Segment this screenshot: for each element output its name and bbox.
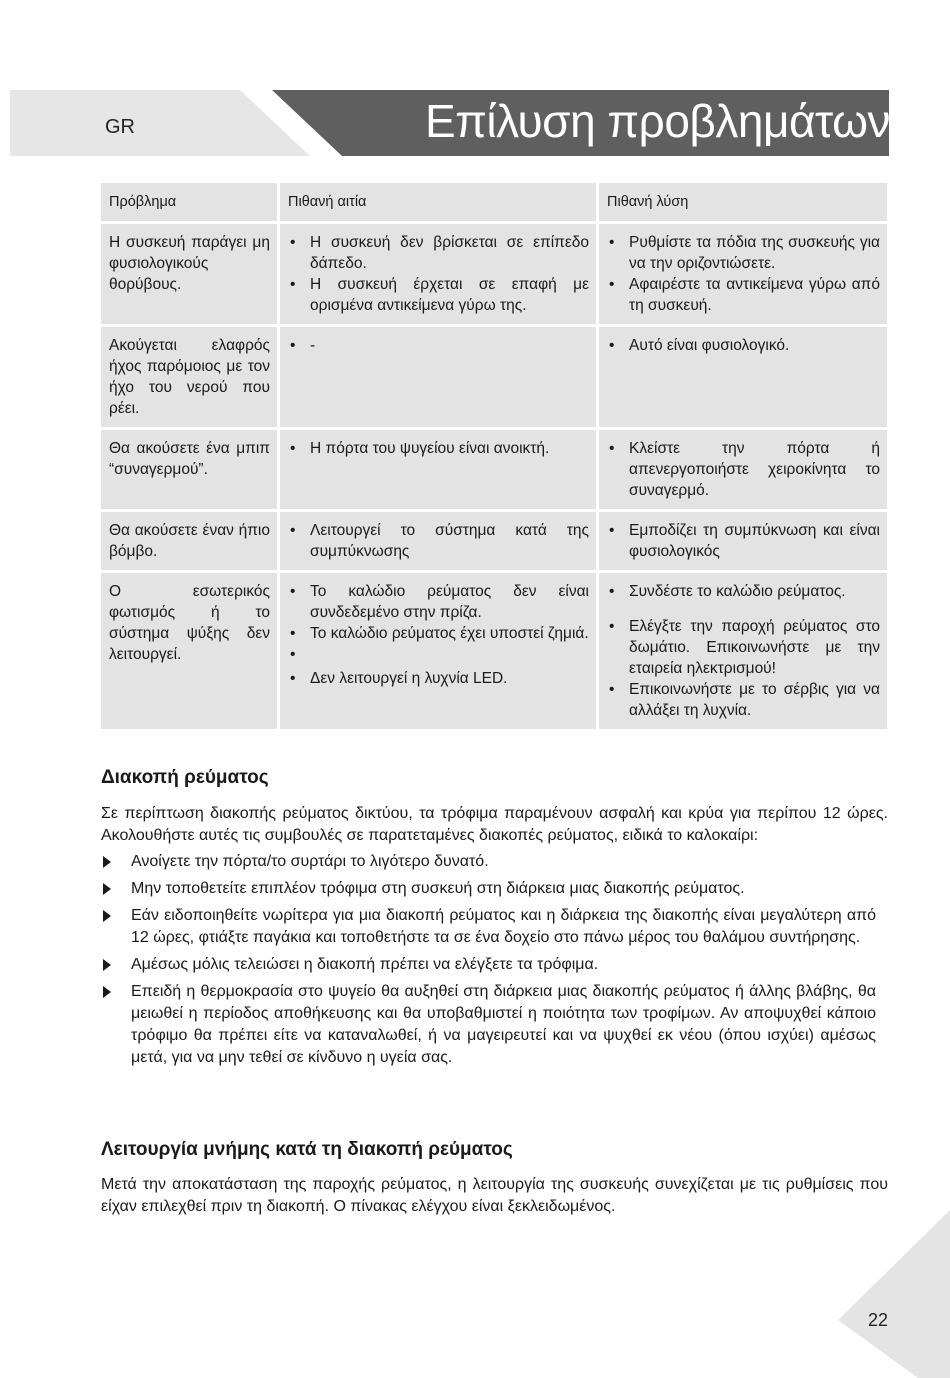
cause-item: • Η συσκευή δεν βρίσκεται σε επίπεδο δάπεδο. (288, 232, 589, 274)
column-header-cause: Πιθανή αιτία (280, 183, 596, 221)
list-item (101, 981, 876, 1069)
cause-item: • - (288, 335, 589, 356)
solution-item: • Επικοινωνήστε με το σέρβις για να αλλάξει τη λυχνία. (607, 679, 880, 721)
problem-cell: Η συσκευή παράγει μη φυσιολογικούς θορύβους. (101, 224, 277, 324)
list-item (101, 905, 876, 949)
language-code: GR (105, 116, 135, 138)
cause-item: • Το καλώδιο ρεύματος δεν είναι συνδεδεμένο στην πρίζα. (288, 581, 589, 623)
cause-cell (280, 224, 596, 324)
solution-item: • Κλείστε την πόρτα ή απενεργοποιήστε χειροκίνητα το συναγερμό. (607, 438, 880, 501)
outage-heading: Διακοπή ρεύματος (101, 767, 269, 788)
troubleshooting-table (98, 180, 890, 732)
solution-cell (599, 430, 887, 509)
table-header-row (101, 183, 887, 221)
tip-text: Ανοίγετε την πόρτα/το συρτάρι το λιγότερο δυνατό. (131, 853, 489, 870)
column-header-problem: Πρόβλημα (101, 183, 277, 221)
column-header-solution: Πιθανή λύση (599, 183, 887, 221)
arrow-bullet-icon (103, 856, 111, 868)
outage-intro: Σε περίπτωση διακοπής ρεύματος δικτύου, τα τρόφιμα παραμένουν ασφαλή και κρύα για περίπου 12 ώρες. Ακολουθήστε αυτές τις συμβουλές σε παρατεταμένες διακοπές ρεύματος, ειδικά το καλοκαίρι: (101, 805, 888, 844)
header-left-tab (10, 90, 310, 156)
table-row (101, 430, 887, 509)
cause-item: • Η πόρτα του ψυγείου είναι ανοικτή. (288, 438, 589, 459)
tip-text: Εάν ειδοποιηθείτε νωρίτερα για μια διακοπή ρεύματος και η διάρκεια της διακοπής είναι μεγαλύτερη από 12 ώρες, φτιάξτε παγάκια και τοποθετήστε τα σε ένα δοχείο στο πάνω μέρος του θαλάμου συντήρησης. (131, 907, 876, 946)
outage-tips-list (101, 851, 876, 1074)
problem-cell: Ο εσωτερικός φωτισμός ή το σύστημα ψύξης δεν λειτουργεί. (101, 573, 277, 729)
cause-item: • Η συσκευή έρχεται σε επαφή με ορισμένα αντικείμενα γύρω της. (288, 274, 589, 316)
solution-item: • Συνδέστε το καλώδιο ρεύματος. (607, 581, 880, 602)
cause-item: • Δεν λειτουργεί η λυχνία LED. (288, 668, 589, 689)
table-row (101, 512, 887, 570)
cause-cell (280, 512, 596, 570)
solution-item: • Αυτό είναι φυσιολογικό. (607, 335, 880, 356)
memory-text: Μετά την αποκατάσταση της παροχής ρεύματος, η λειτουργία της συσκευής συνεχίζεται με τις ρυθμίσεις που είχαν επιλεχθεί πριν τη διακοπή. Ο πίνακας ελέγχου είναι ξεκλειδωμένος. (101, 1176, 888, 1215)
list-item (101, 878, 876, 900)
tip-text: Επειδή η θερμοκρασία στο ψυγείο θα αυξηθεί στη διάρκεια μιας διακοπής ρεύματος ή άλλης βλάβης, θα μειωθεί η περίοδος αποθήκευσης και θα υποβαθμιστεί η ποιότητα των τροφίμων. Αν αποψυχθεί κάποιο τρόφιμο θα πρέπει είτε να καταναλωθεί, ή να μαγειρευτεί και να ψυχθεί εκ νέου (όπου ισχύει) αμέσως μετά, για να μην τεθεί σε κίνδυνο η υγεία σας. (131, 983, 876, 1066)
cause-item: • Λειτουργεί το σύστημα κατά της συμπύκνωσης (288, 520, 589, 562)
problem-cell: Θα ακούσετε έναν ήπιο βόμβο. (101, 512, 277, 570)
solution-cell (599, 224, 887, 324)
solution-item: • Ρυθμίστε τα πόδια της συσκευής για να την οριζοντιώσετε. (607, 232, 880, 274)
solution-cell (599, 327, 887, 427)
solution-item: • Εμποδίζει τη συμπύκνωση και είναι φυσιολογικός (607, 520, 880, 562)
cause-cell (280, 327, 596, 427)
cause-cell (280, 573, 596, 729)
problem-cell: Θα ακούσετε ένα μπιπ “συναγερμού”. (101, 430, 277, 509)
solution-item: • Ελέγξτε την παροχή ρεύματος στο δωμάτιο. Επικοινωνήστε με την εταιρεία ηλεκτρισμού! (607, 616, 880, 679)
table-row (101, 573, 887, 729)
solution-cell (599, 573, 887, 729)
page-corner-decoration (838, 1210, 950, 1378)
arrow-bullet-icon (103, 883, 111, 895)
solution-item: • Αφαιρέστε τα αντικείμενα γύρω από τη συσκευή. (607, 274, 880, 316)
tip-text: Μην τοποθετείτε επιπλέον τρόφιμα στη συσκευή στη διάρκεια μιας διακοπής ρεύματος. (131, 880, 745, 897)
list-item (101, 954, 876, 976)
tip-text: Αμέσως μόλις τελειώσει η διακοπή πρέπει να ελέγξετε τα τρόφιμα. (131, 956, 599, 973)
page-title: Επίλυση προβλημάτων (424, 95, 890, 147)
table-row (101, 224, 887, 324)
memory-heading: Λειτουργία μνήμης κατά τη διακοπή ρεύματος (101, 1139, 513, 1160)
cause-item: • Το καλώδιο ρεύματος έχει υποστεί ζημιά. (288, 623, 589, 644)
arrow-bullet-icon (103, 959, 111, 971)
solution-cell (599, 512, 887, 570)
table-row (101, 327, 887, 427)
problem-cell: Ακούγεται ελαφρός ήχος παρόμοιος με τον ήχο του νερού που ρέει. (101, 327, 277, 427)
arrow-bullet-icon (103, 986, 111, 998)
cause-cell (280, 430, 596, 509)
list-item (101, 851, 876, 873)
spacer (288, 644, 589, 668)
arrow-bullet-icon (103, 910, 111, 922)
page-number: 22 (868, 1310, 889, 1330)
